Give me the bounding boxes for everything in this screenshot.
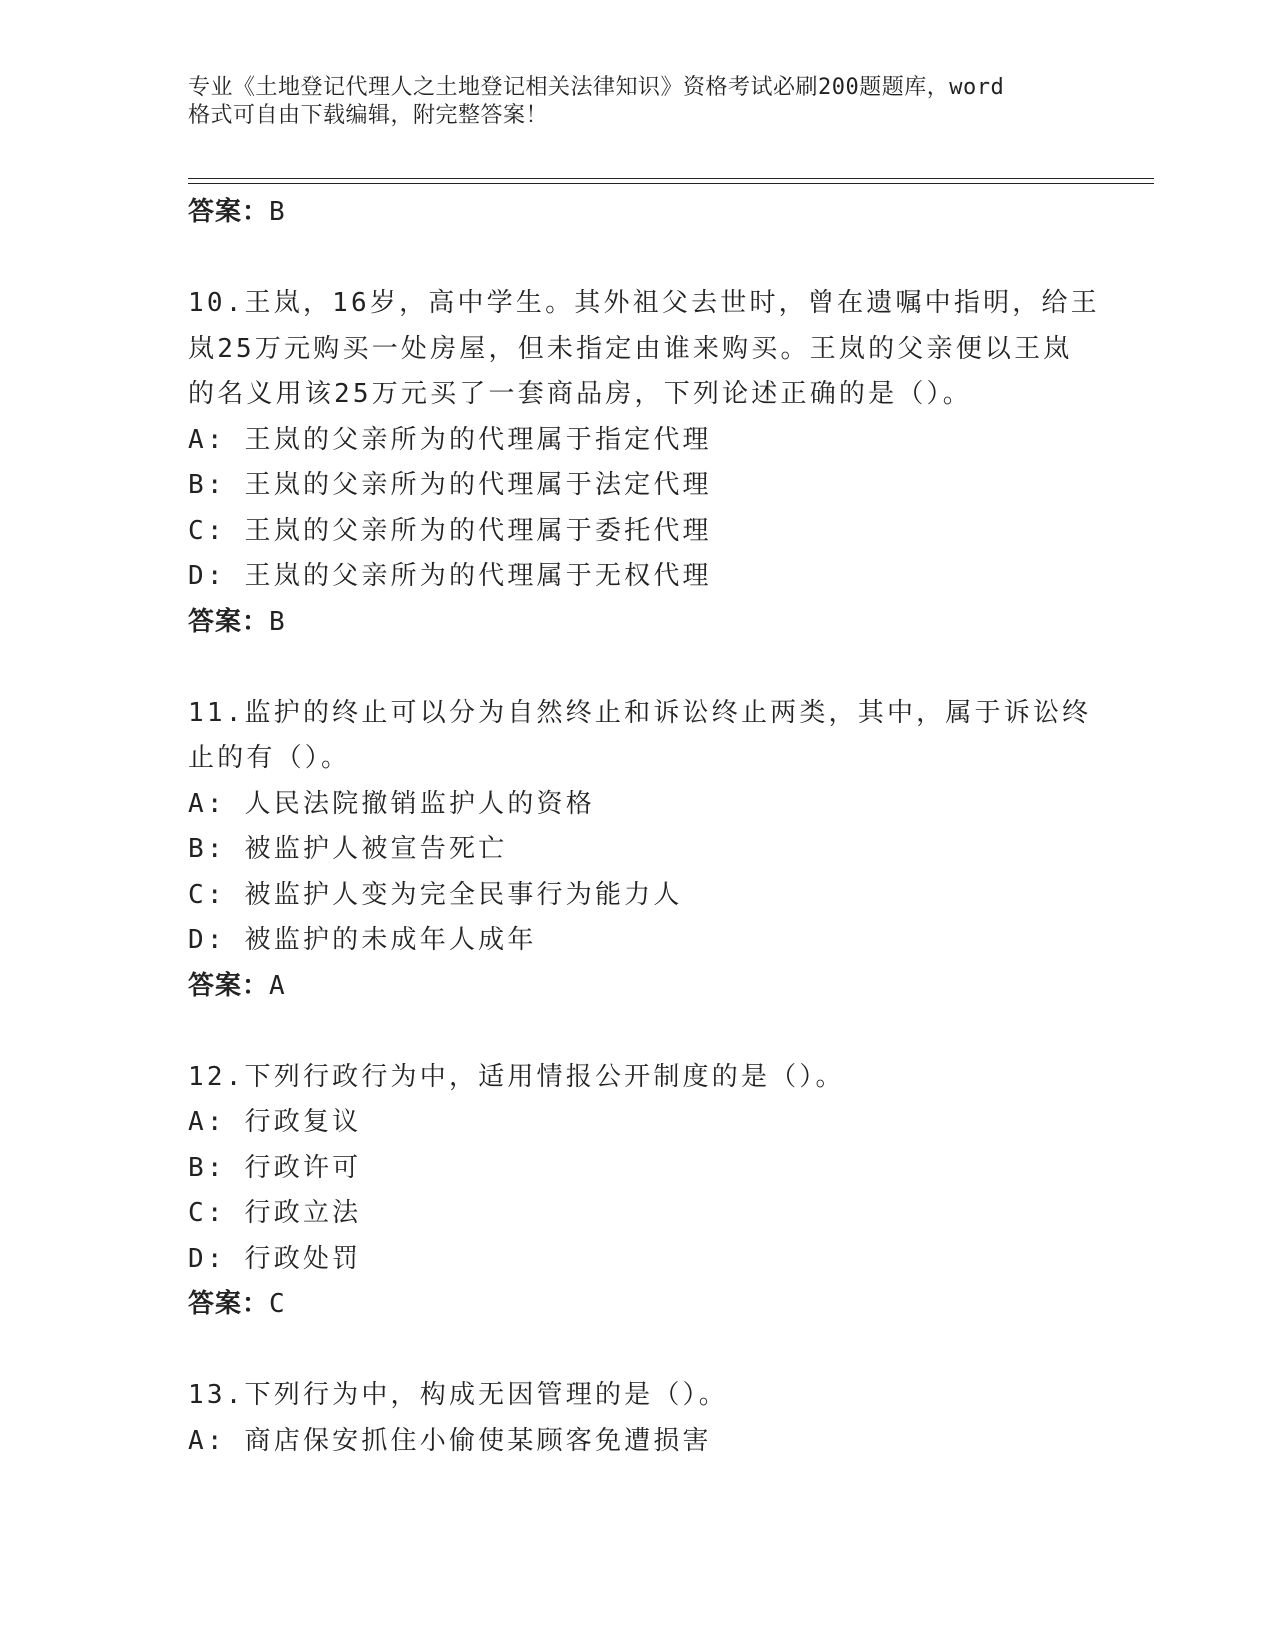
option-b: B: 行政许可 [188, 1152, 362, 1183]
answer-label: 答案： [188, 1289, 270, 1319]
question-answer [188, 1282, 1088, 1328]
question-block [188, 691, 1092, 1010]
spacer [188, 236, 1088, 282]
option-b: B: 被监护人被宣告死亡 [188, 834, 508, 864]
question-stem-line: 11.监护的终止可以分为自然终止和诉讼终止两类，其中，属于诉讼终 [188, 697, 1092, 728]
option-d: D: 被监护的未成年人成年 [188, 925, 537, 955]
option-a: A: 人民法院撤销监护人的资格 [188, 788, 595, 819]
question-block [188, 1373, 1088, 1464]
spacer [188, 645, 1088, 691]
option-d: D: 行政处罚 [188, 1243, 362, 1274]
question-stem-line: 10.王岚，16岁，高中学生。其外祖父去世时，曾在遗嘱中指明，给王 [188, 288, 1100, 318]
answer-label: 答案： [188, 970, 270, 1001]
option-d: D: 王岚的父亲所为的代理属于无权代理 [188, 561, 712, 591]
option-c: C: 王岚的父亲所为的代理属于委托代理 [188, 515, 712, 546]
answer-value: C [269, 1289, 286, 1319]
question-stem-line: 止的有（）。 [188, 743, 351, 773]
spacer [188, 1328, 1088, 1374]
header-line-2: 格式可自由下载编辑，附完整答案！ [188, 103, 549, 128]
question-block [188, 281, 1100, 645]
question-list [188, 190, 1100, 1464]
option-c: C: 行政立法 [188, 1198, 362, 1228]
header-rule-top [188, 178, 1154, 179]
question-block [188, 1055, 1088, 1328]
option-a: A: 王岚的父亲所为的代理属于指定代理 [188, 424, 712, 455]
question-stem-line: 的名义用该25万元买了一套商品房，下列论述正确的是（）。 [188, 379, 972, 409]
option-a: A: 商店保安抓住小偷使某顾客免遭损害 [188, 1425, 712, 1456]
question-answer [188, 600, 1088, 646]
answer-value: B [269, 606, 286, 637]
header-line-1: 专业《土地登记代理人之土地登记相关法律知识》资格考试必刷200题题库，word [188, 75, 1005, 100]
option-a: A: 行政复议 [188, 1107, 362, 1137]
question-stem-line: 13.下列行为中，构成无因管理的是（）。 [188, 1380, 728, 1410]
question-stem-line: 12.下列行政行为中，适用情报公开制度的是（）。 [188, 1061, 845, 1092]
document-header [188, 74, 1088, 130]
answer-value: A [269, 970, 286, 1001]
previous-answer [188, 190, 1088, 236]
answer-value: B [269, 197, 286, 227]
spacer [188, 1009, 1088, 1055]
option-c: C: 被监护人变为完全民事行为能力人 [188, 879, 683, 910]
answer-label: 答案： [188, 606, 270, 637]
option-b: B: 王岚的父亲所为的代理属于法定代理 [188, 470, 712, 500]
header-rule-bottom [188, 183, 1154, 184]
question-answer [188, 964, 1088, 1010]
question-stem-line: 岚25万元购买一处房屋，但未指定由谁来购买。王岚的父亲便以王岚 [188, 333, 1073, 364]
answer-label: 答案： [188, 197, 270, 227]
